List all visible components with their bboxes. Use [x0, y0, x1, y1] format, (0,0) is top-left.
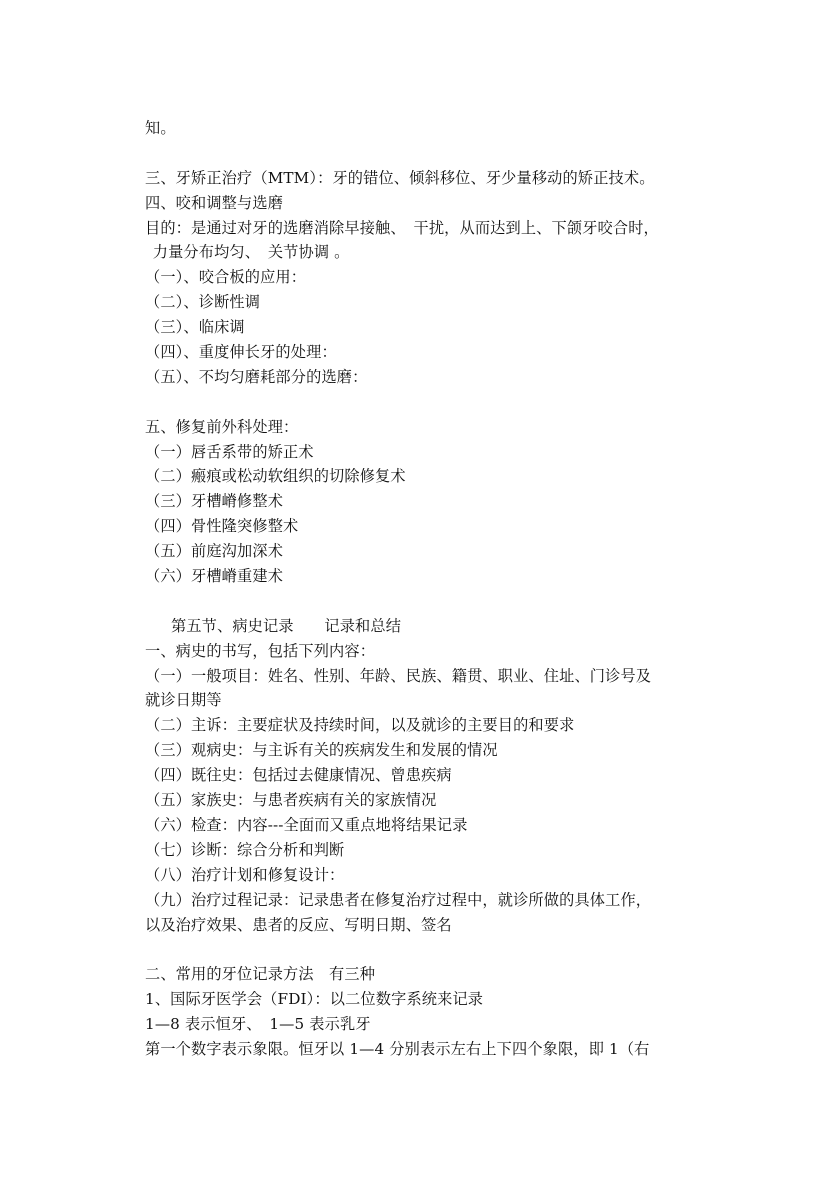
list-item: （六）检查：内容---全面而又重点地将结果记录	[145, 815, 468, 834]
list-item: （八）治疗计划和修复设计：	[145, 865, 345, 884]
text-line: 目的：是通过对牙的选磨消除早接触、 干扰，从而达到上、下颌牙咬合时，	[145, 218, 659, 237]
list-item: （二）、诊断性调	[145, 293, 268, 312]
list-item: （五）家族史：与患者疾病有关的家族情况	[145, 791, 437, 810]
blank-line	[145, 390, 705, 415]
list-item: （三）、临床调	[145, 318, 253, 337]
list-item: （四）骨性隆突修整术	[145, 517, 299, 536]
text-line: 知。	[145, 119, 176, 137]
section-title: 第五节、病史记录 记录和总结	[171, 616, 402, 635]
heading-preprosthetic-surgery: 五、修复前外科处理：	[145, 417, 299, 436]
list-item: （七）诊断：综合分析和判断	[145, 840, 345, 859]
list-item: （三）牙槽嵴修整术	[145, 492, 284, 511]
document-body	[145, 116, 705, 1062]
list-item: （一）、咬合板的应用：	[145, 268, 307, 287]
blank-line	[145, 141, 705, 166]
text-line: 以及治疗效果、患者的反应、写明日期、签名	[145, 915, 452, 934]
text-line: 就诊日期等	[145, 691, 222, 710]
blank-line	[145, 937, 705, 962]
list-item: （五）、不均匀磨耗部分的选磨：	[145, 367, 368, 386]
list-item: （二）瘢痕或松动软组织的切除修复术	[145, 467, 406, 486]
list-item: （二）主诉：主要症状及持续时间，以及就诊的主要目的和要求	[145, 716, 575, 735]
text-line: 1、国际牙医学会（FDI）：以二位数字系统来记录	[145, 990, 484, 1009]
list-item: （一）唇舌系带的矫正术	[145, 442, 314, 461]
list-item: （九）治疗过程记录：记录患者在修复治疗过程中，就诊所做的具体工作，	[145, 890, 652, 909]
heading-tooth-notation: 二、常用的牙位记录方法 有三种	[145, 965, 376, 984]
list-item: （四）既往史：包括过去健康情况、曾患疾病	[145, 766, 452, 785]
blank-line	[145, 589, 705, 614]
heading-medical-history: 一、病史的书写，包括下列内容：	[145, 641, 376, 660]
list-item: （六）牙槽嵴重建术	[145, 567, 284, 586]
list-item: （一）一般项目：姓名、性别、年龄、民族、籍贯、职业、住址、门诊号及	[145, 666, 652, 685]
heading-mtm: 三、牙矫正治疗（MTM）：牙的错位、倾斜移位、牙少量移动的矫正技术。	[145, 168, 655, 187]
list-item: （四）、重度伸长牙的处理：	[145, 343, 337, 362]
heading-occlusal-adjustment: 四、咬和调整与选磨	[145, 193, 284, 212]
list-item: （五）前庭沟加深术	[145, 542, 284, 561]
text-line: 第一个数字表示象限。恒牙以 1—4 分别表示左右上下四个象限，即 1（右	[145, 1039, 650, 1058]
text-line: 力量分布均匀、 关节协调 。	[145, 243, 350, 262]
list-item: （三）观病史：与主诉有关的疾病发生和发展的情况	[145, 741, 498, 760]
text-line: 1—8 表示恒牙、 1—5 表示乳牙	[145, 1015, 371, 1034]
